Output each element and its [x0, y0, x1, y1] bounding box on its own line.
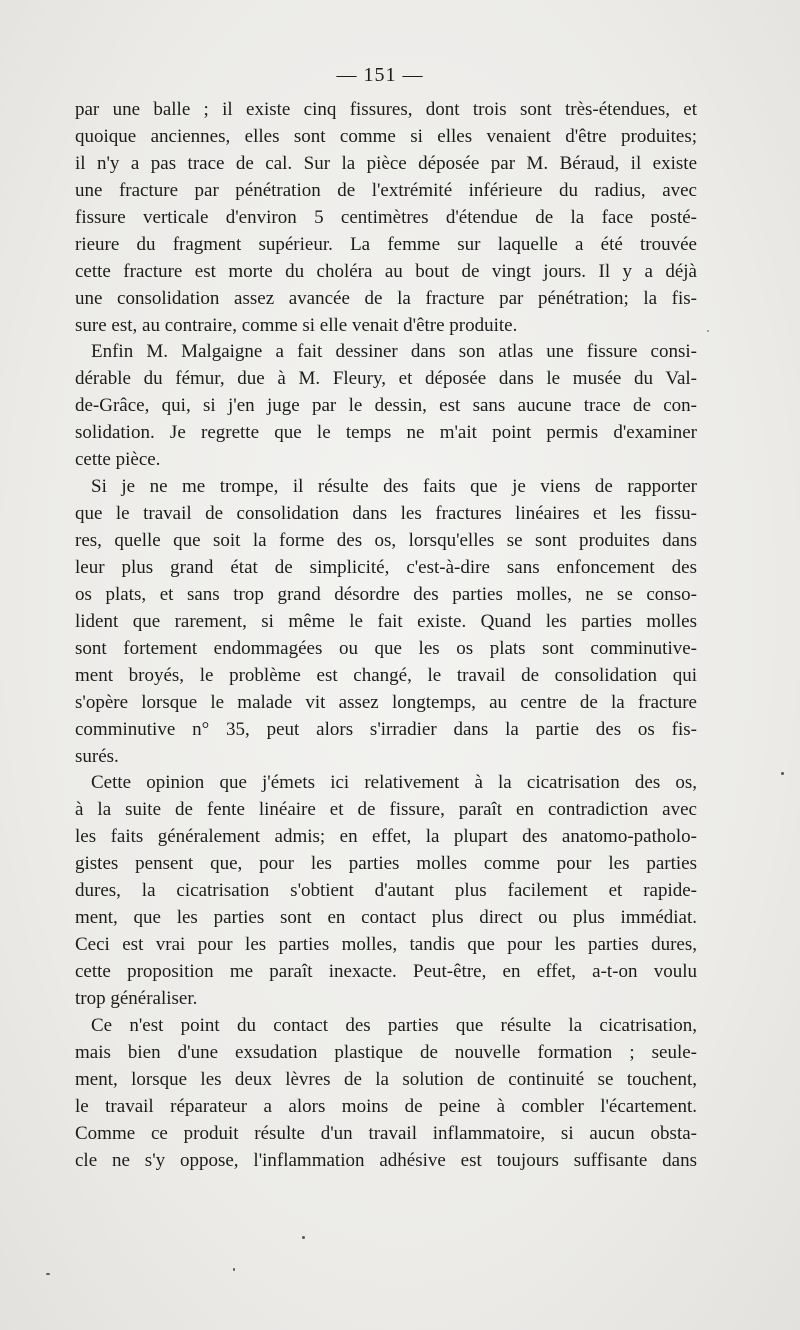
- text-line: dérable du fémur, due à M. Fleury, et déposée dans le musée du Val-: [75, 368, 697, 390]
- text-line: ment, que les parties sont en contact plus direct ou plus immédiat.: [75, 907, 697, 929]
- text-line: Comme ce produit résulte d'un travail inflammatoire, si aucun obsta-: [75, 1122, 697, 1144]
- text-line: s'opère lorsque le malade vit assez longtemps, au centre de la fracture: [75, 691, 697, 713]
- text-line: gistes pensent que, pour les parties molles comme pour les parties: [75, 853, 697, 875]
- text-line: leur plus grand état de simplicité, c'est-à-dire sans enfoncement des: [75, 556, 697, 578]
- text-line: de-Grâce, qui, si j'en juge par le dessin, est sans aucune trace de con-: [75, 395, 697, 417]
- paper-speck: [233, 1268, 235, 1271]
- paragraph-3: [75, 474, 697, 770]
- text-line: Ce n'est point du contact des parties que résulte la cicatrisation,: [91, 1014, 697, 1036]
- text-line: comminutive n° 35, peut alors s'irradier dans la partie des os fis-: [75, 718, 697, 740]
- text-line: une consolidation assez avancée de la fracture par pénétration; la fis-: [75, 287, 697, 309]
- text-line: lident que rarement, si même le fait existe. Quand les parties molles: [75, 610, 697, 632]
- text-line: trop généraliser.: [75, 987, 198, 1009]
- text-line: sure est, au contraire, comme si elle venait d'être produite.: [75, 314, 518, 336]
- text-line: os plats, et sans trop grand désordre des parties molles, ne se conso-: [75, 583, 697, 605]
- paragraph-4: [75, 770, 697, 1012]
- text-line: solidation. Je regrette que le temps ne m'ait point permis d'examiner: [75, 422, 697, 444]
- page-number: — 151 —: [336, 64, 424, 86]
- text-line: le travail réparateur a alors moins de peine à combler l'écartement.: [75, 1095, 697, 1117]
- text-line: les faits généralement admis; en effet, la plupart des anatomo-patholo-: [75, 826, 697, 848]
- paragraph-5: [75, 1013, 697, 1175]
- text-line: cle ne s'y oppose, l'inflammation adhésive est toujours suffisante dans: [75, 1149, 697, 1171]
- text-line: dures, la cicatrisation s'obtient d'autant plus facilement et rapide-: [75, 880, 697, 902]
- body-text: [75, 97, 697, 1175]
- paper-speck: [302, 1236, 305, 1239]
- text-line: fissure verticale d'environ 5 centimètres d'étendue de la face posté-: [75, 206, 697, 228]
- paragraph-2: [75, 339, 697, 474]
- text-line: il n'y a pas trace de cal. Sur la pièce déposée par M. Béraud, il existe: [75, 152, 697, 174]
- text-line: mais bien d'une exsudation plastique de nouvelle formation ; seule-: [75, 1041, 697, 1063]
- paper-speck: [707, 330, 709, 332]
- text-line: surés.: [75, 745, 119, 767]
- paragraph-1: [75, 97, 697, 339]
- text-line: Cette opinion que j'émets ici relativement à la cicatrisation des os,: [91, 772, 697, 794]
- text-line: Enfin M. Malgaigne a fait dessiner dans son atlas une fissure consi-: [91, 341, 697, 363]
- text-line: Ceci est vrai pour les parties molles, tandis que pour les parties dures,: [75, 934, 697, 956]
- text-line: ment broyés, le problème est changé, le travail de consolidation qui: [75, 664, 697, 686]
- paper-speck: [781, 772, 784, 775]
- text-line: sont fortement endommagées ou que les os plats sont comminutive-: [75, 637, 697, 659]
- text-line: res, quelle que soit la forme des os, lorsqu'elles se sont produites dans: [75, 530, 697, 551]
- text-line: quoique anciennes, elles sont comme si elles venaient d'être produites;: [75, 125, 697, 147]
- paper-speck: [46, 1273, 50, 1275]
- text-line: que le travail de consolidation dans les fractures linéaires et les fissu-: [75, 503, 697, 525]
- text-line: à la suite de fente linéaire et de fissure, paraît en contradiction avec: [75, 799, 697, 821]
- text-line: une fracture par pénétration de l'extrémité inférieure du radius, avec: [75, 179, 697, 201]
- text-line: cette fracture est morte du choléra au bout de vingt jours. Il y a déjà: [75, 260, 697, 282]
- text-line: cette proposition me paraît inexacte. Peut-être, en effet, a-t-on voulu: [75, 961, 697, 982]
- text-line: ment, lorsque les deux lèvres de la solution de continuité se touchent,: [75, 1068, 697, 1090]
- text-line: Si je ne me trompe, il résulte des faits que je viens de rapporter: [91, 476, 697, 498]
- text-line: par une balle ; il existe cinq fissures, dont trois sont très-étendues, et: [75, 99, 697, 120]
- text-line: rieure du fragment supérieur. La femme sur laquelle a été trouvée: [75, 233, 697, 255]
- text-line: cette pièce.: [75, 449, 161, 471]
